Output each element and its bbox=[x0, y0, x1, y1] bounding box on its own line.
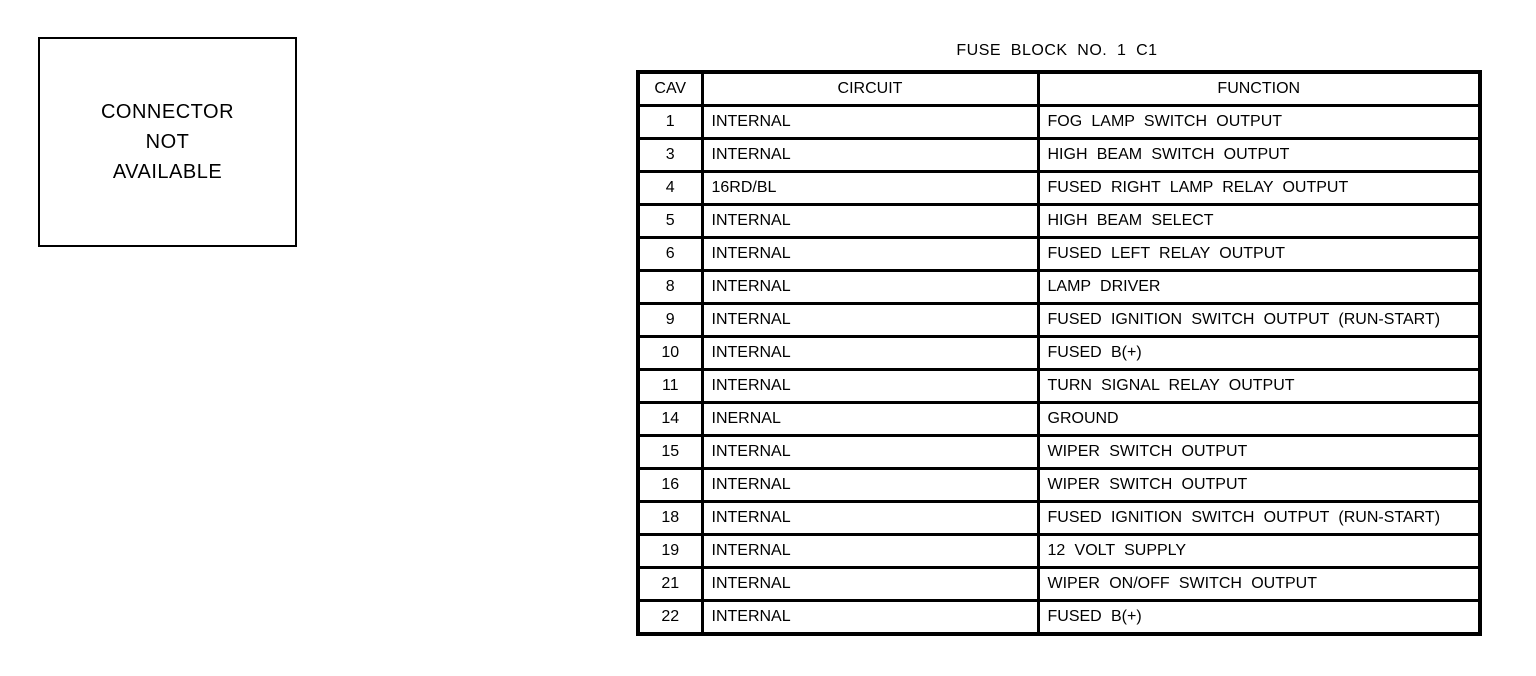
table-row bbox=[638, 238, 1480, 271]
cav-cell: 15 bbox=[638, 436, 702, 469]
cav-cell: 8 bbox=[638, 271, 702, 304]
cav-cell: 11 bbox=[638, 370, 702, 403]
function-cell: WIPER SWITCH OUTPUT bbox=[1038, 436, 1480, 469]
circuit-cell: INTERNAL bbox=[702, 568, 1038, 601]
function-cell: FUSED B(+) bbox=[1038, 601, 1480, 635]
cav-cell: 21 bbox=[638, 568, 702, 601]
function-cell: FUSED B(+) bbox=[1038, 337, 1480, 370]
table-row bbox=[638, 205, 1480, 238]
function-cell: WIPER SWITCH OUTPUT bbox=[1038, 469, 1480, 502]
table-row bbox=[638, 106, 1480, 139]
circuit-cell: INTERNAL bbox=[702, 304, 1038, 337]
table-row bbox=[638, 172, 1480, 205]
circuit-cell: INTERNAL bbox=[702, 337, 1038, 370]
cav-cell: 18 bbox=[638, 502, 702, 535]
circuit-cell: INTERNAL bbox=[702, 271, 1038, 304]
table-row bbox=[638, 568, 1480, 601]
column-header-circuit: CIRCUIT bbox=[702, 72, 1038, 106]
table-row bbox=[638, 601, 1480, 635]
fuse-block-table bbox=[636, 70, 1482, 636]
circuit-cell: INTERNAL bbox=[702, 535, 1038, 568]
table-row bbox=[638, 469, 1480, 502]
function-cell: FUSED IGNITION SWITCH OUTPUT (RUN-START) bbox=[1038, 304, 1480, 337]
table-row bbox=[638, 502, 1480, 535]
function-cell: HIGH BEAM SELECT bbox=[1038, 205, 1480, 238]
function-cell: GROUND bbox=[1038, 403, 1480, 436]
connector-box-line-2: NOT bbox=[145, 131, 190, 153]
function-cell: 12 VOLT SUPPLY bbox=[1038, 535, 1480, 568]
function-cell: WIPER ON/OFF SWITCH OUTPUT bbox=[1038, 568, 1480, 601]
cav-cell: 3 bbox=[638, 139, 702, 172]
connector-not-available-box bbox=[38, 37, 297, 247]
circuit-cell: INERNAL bbox=[702, 403, 1038, 436]
table-title: FUSE BLOCK NO. 1 C1 bbox=[956, 42, 1158, 59]
function-cell: FUSED LEFT RELAY OUTPUT bbox=[1038, 238, 1480, 271]
function-cell: LAMP DRIVER bbox=[1038, 271, 1480, 304]
function-cell: HIGH BEAM SWITCH OUTPUT bbox=[1038, 139, 1480, 172]
circuit-cell: INTERNAL bbox=[702, 502, 1038, 535]
circuit-cell: INTERNAL bbox=[702, 469, 1038, 502]
table-row bbox=[638, 139, 1480, 172]
circuit-cell: INTERNAL bbox=[702, 205, 1038, 238]
table-row bbox=[638, 403, 1480, 436]
cav-cell: 1 bbox=[638, 106, 702, 139]
cav-cell: 9 bbox=[638, 304, 702, 337]
column-header-function: FUNCTION bbox=[1038, 72, 1480, 106]
function-cell: FUSED RIGHT LAMP RELAY OUTPUT bbox=[1038, 172, 1480, 205]
table-row bbox=[638, 535, 1480, 568]
circuit-cell: INTERNAL bbox=[702, 106, 1038, 139]
cav-cell: 5 bbox=[638, 205, 702, 238]
table-row bbox=[638, 370, 1480, 403]
cav-cell: 19 bbox=[638, 535, 702, 568]
column-header-cav: CAV bbox=[638, 72, 702, 106]
cav-cell: 22 bbox=[638, 601, 702, 635]
function-cell: TURN SIGNAL RELAY OUTPUT bbox=[1038, 370, 1480, 403]
table-row bbox=[638, 436, 1480, 469]
circuit-cell: INTERNAL bbox=[702, 601, 1038, 635]
circuit-cell: INTERNAL bbox=[702, 436, 1038, 469]
cav-cell: 10 bbox=[638, 337, 702, 370]
cav-cell: 4 bbox=[638, 172, 702, 205]
header-row bbox=[638, 72, 1480, 106]
connector-box-line-3: AVAILABLE bbox=[112, 161, 223, 183]
table-row bbox=[638, 337, 1480, 370]
table-row bbox=[638, 271, 1480, 304]
circuit-cell: INTERNAL bbox=[702, 370, 1038, 403]
function-cell: FOG LAMP SWITCH OUTPUT bbox=[1038, 106, 1480, 139]
table-row bbox=[638, 304, 1480, 337]
circuit-cell: 16RD/BL bbox=[702, 172, 1038, 205]
table-header bbox=[638, 72, 1480, 106]
table-body bbox=[638, 106, 1480, 635]
circuit-cell: INTERNAL bbox=[702, 139, 1038, 172]
cav-cell: 14 bbox=[638, 403, 702, 436]
cav-cell: 6 bbox=[638, 238, 702, 271]
cav-cell: 16 bbox=[638, 469, 702, 502]
circuit-cell: INTERNAL bbox=[702, 238, 1038, 271]
function-cell: FUSED IGNITION SWITCH OUTPUT (RUN-START) bbox=[1038, 502, 1480, 535]
connector-box-line-1: CONNECTOR bbox=[100, 101, 235, 123]
